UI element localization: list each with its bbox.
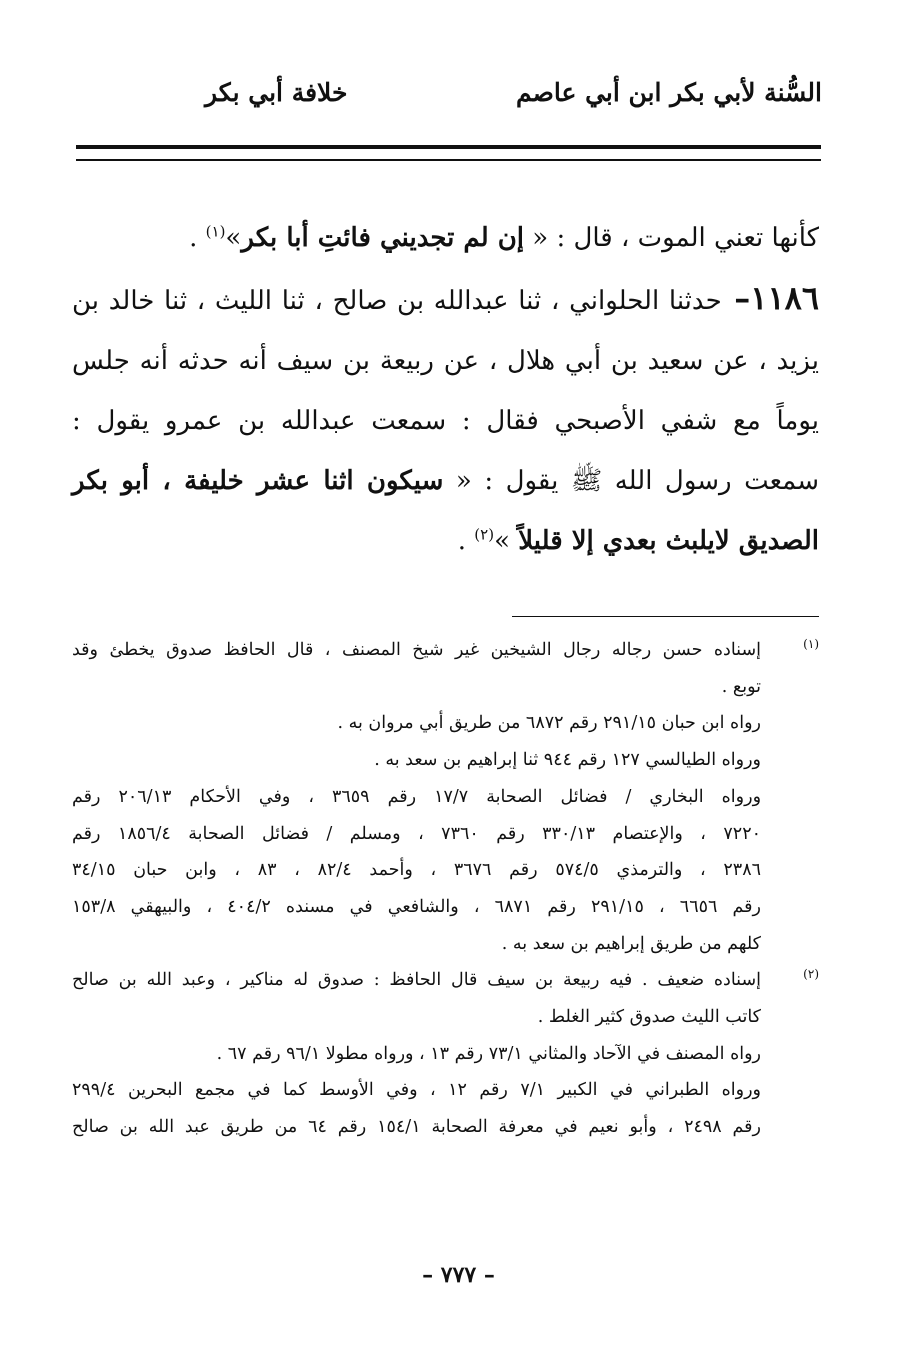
continuation-text: كأنها تعني الموت ، قال : «	[524, 223, 819, 253]
running-header	[70, 78, 822, 118]
footnote-line: رواه ابن حبان ٢٩١/١٥ رقم ٦٨٧٢ من طريق أبي مروان به .	[337, 713, 761, 734]
hadith-paragraph	[72, 268, 819, 571]
chapter-title: خلافة أبي بكر	[205, 78, 348, 107]
sentence-end: .	[189, 223, 206, 253]
footnote-line: كلهم من طريق إبراهيم بن سعد به .	[501, 933, 761, 954]
hadith-dash: –	[721, 279, 751, 317]
footnote-2	[72, 962, 819, 1146]
footnote-marker: (٢)	[803, 967, 819, 982]
hadith-chain-text: حدثنا الحلواني ، ثنا عبدالله بن صالح ، ثنا الليث ، ثنا خالد بن يزيد ، عن سعيد بن أبي هلال ، عن ربيعة بن سيف أنه حدثه أنه جلس يوماً مع شفي الأصبحي فقال : سمعت عبدالله بن عمرو يقول : سمعت رسول الله ﷺ يقول : «	[72, 286, 819, 496]
footnote-marker: (١)	[803, 637, 819, 651]
footnote-line: ٧٢٢٠ ، والإعتصام ٣٣٠/١٣ رقم ٧٣٦٠ ، ومسلم / فضائل الصحابة ١٨٥٦/٤ رقم	[72, 823, 761, 844]
hadith-number: ١١٨٦	[750, 279, 819, 317]
header-rule-thick	[76, 145, 821, 149]
hadith-quote-close: »	[494, 526, 519, 556]
footnote-ref-1: (١)	[205, 222, 226, 241]
footnote-line: رقم ٢٤٩٨ ، وأبو نعيم في معرفة الصحابة ١٥٤/١ رقم ٦٤ من طريق عبد الله بن صالح	[72, 1117, 761, 1138]
header-rule-thin	[76, 159, 821, 161]
footnote-line: إسناده حسن رجاله رجال الشيخين غير شيخ المصنف ، قال الحافظ صدوق يخطئ وقد	[72, 640, 761, 660]
main-text	[72, 208, 819, 571]
page-number: – ٧٧٧ –	[422, 1262, 495, 1288]
footnote-line: رواه المصنف في الآحاد والمثاني ٧٣/١ رقم ١٣ ، ورواه مطولا ٩٦/١ رقم ٦٧ .	[216, 1043, 761, 1064]
footnote-separator	[512, 616, 819, 617]
footnote-line: إسناده ضعيف . فيه ربيعة بن سيف قال الحافظ : صدوق له مناكير ، وعبد الله بن صالح	[72, 970, 761, 991]
footnote-line: ٢٣٨٦ ، والترمذي ٥٧٤/٥ رقم ٣٦٧٦ ، وأحمد ٨٢/٤ ، ٨٣ ، وابن حبان ٣٤/١٥	[72, 860, 762, 881]
footnote-line: ورواه البخاري / فضائل الصحابة ١٧/٧ رقم ٣٦٥٩ ، وفي الأحكام ٢٠٦/١٣ رقم	[72, 786, 762, 807]
book-title: السُّنة لأبي بكر ابن أبي عاصم	[515, 78, 822, 107]
quote-text: إن لم تجديني فائتِ أبا بكر	[241, 223, 525, 253]
footnote-line: رقم ٦٦٥٦ ، ٢٩١/١٥ رقم ٦٨٧١ ، والشافعي في مسنده ٤٠٤/٢ ، والبيهقي ١٥٣/٨	[72, 896, 761, 917]
continuation-paragraph	[72, 208, 819, 268]
footnotes	[72, 632, 819, 1146]
footnote-line: ورواه الطيالسي ١٢٧ رقم ٩٤٤ ثنا إبراهيم بن سعد به .	[374, 750, 761, 771]
footnote-1	[72, 632, 819, 962]
footnote-line: توبع .	[721, 676, 761, 697]
footnote-line: كاتب الليث صدوق كثير الغلط .	[537, 1007, 761, 1028]
hadith-quote: سيكون اثنا عشر خليفة ، أبو بكر الصديق لايلبث بعدي إلا قليلاً	[72, 466, 819, 556]
hadith-end: .	[457, 526, 475, 556]
footnote-line: ورواه الطبراني في الكبير ٧/١ رقم ١٢ ، وفي الأوسط كما في مجمع البحرين ٢٩٩/٤	[72, 1080, 762, 1101]
quote-close: »	[225, 223, 242, 253]
footnote-ref-2: (٢)	[474, 525, 495, 544]
